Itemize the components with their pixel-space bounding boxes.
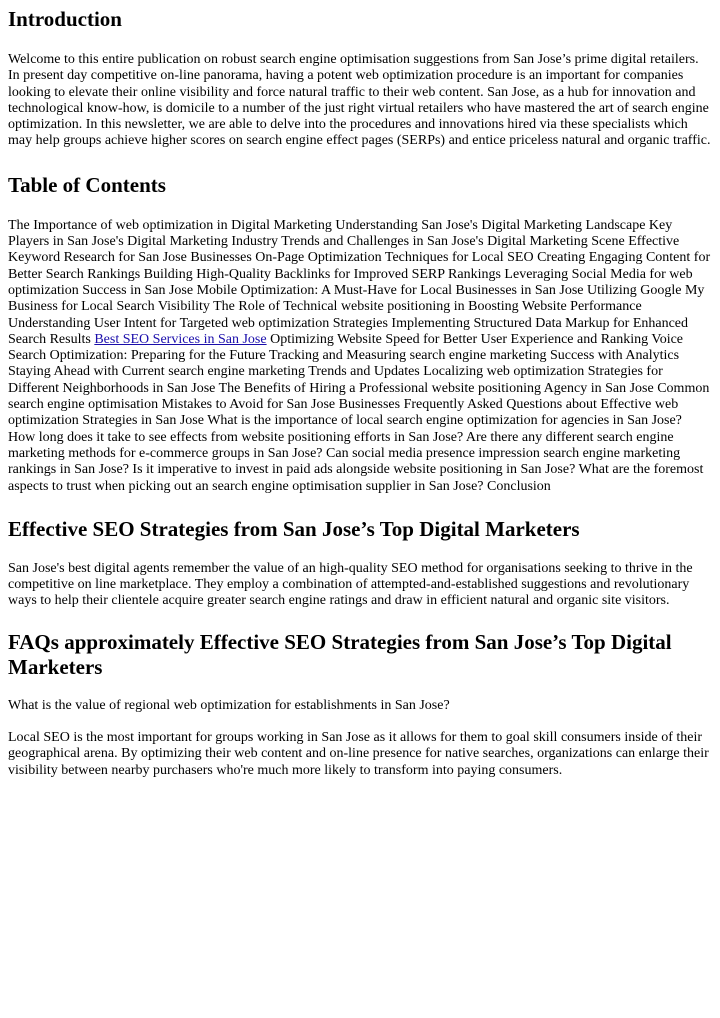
faq-question: What is the value of regional web optimization for establishments in San Jose?: [8, 697, 450, 713]
seo-services-link[interactable]: Best SEO Services in San Jose: [94, 331, 267, 347]
faq-heading: FAQs approximately Effective SEO Strategies from San Jose’s Top Digital Marketers: [8, 629, 672, 679]
effective-strategies-paragraph: San Jose's best digital agents remember the value of an high-quality SEO method for organisations seeking to thrive in the competitive on line marketplace. They employ a combination of attempted-and-established suggestions and revolutionary ways to help their clientele acquire greater search engine ratings and draw in efficient natural and organic site visitors.: [8, 560, 693, 609]
table-of-contents-heading: Table of Contents: [8, 172, 166, 197]
toc-text-before-link: The Importance of web optimization in Digital Marketing Understanding San Jose's Digital Marketing Landscape Key Players in San Jose's Digital Marketing Industry Trends and Challenges in San Jose's Digital Marketing Scene Effective Keyword Research for San Jose Businesses On-Page Optimization Techniques for Local SEO Creating Engaging Content for Better Search Rankings Building High-Quality Backlinks for Improved SERP Rankings Leveraging Social Media for web optimization Success in San Jose Mobile Optimization: A Must-Have for Local Businesses in San Jose Utilizing Google My Business for Local Search Visibility The Role of Technical website positioning in Boosting Website Performance Understanding User Intent for Targeted web optimization Strategies Implementing Structured Data Markup for Enhanced Search Results: [8, 217, 711, 347]
toc-text-after-link: Optimizing Website Speed for Better User Experience and Ranking Voice Search Optimization: Preparing for the Future Tracking and Measuring search engine marketing Success with Analytics Staying Ahead with Current search engine marketing Trends and Updates Localizing web optimization Strategies for Different Neighborhoods in San Jose The Benefits of Hiring a Professional website positioning Agency in San Jose Common search engine optimisation Mistakes to Avoid for San Jose Businesses Frequently Asked Questions about Effective web optimization Strategies in San Jose What is the importance of local search engine optimization for agencies in San Jose? How long does it take to see effects from website positioning efforts in San Jose? Are there any different search engine marketing methods for e-commerce groups in San Jose? Can social media presence impression search engine marketing rankings in San Jose? Is it imperative to invest in paid ads alongside website positioning in San Jose? What are the foremost aspects to trust when picking out an search engine optimisation supplier in San Jose? Conclusion: [8, 331, 710, 494]
effective-strategies-heading: Effective SEO Strategies from San Jose’s Top Digital Marketers: [8, 516, 580, 541]
introduction-heading: Introduction: [8, 7, 122, 31]
introduction-paragraph: Welcome to this entire publication on robust search engine optimisation suggestions from San Jose’s prime digital retailers. In present day competitive on-line panorama, having a potent web optimization procedure is an important for companies looking to elevate their online visibility and force natural traffic to their web content. San Jose, as a hub for innovation and technological know-how, is domicile to a number of the just right virtual retailers who have mastered the art of search engine optimization. In this newsletter, we are able to delve into the procedures and innovations hired via these specialists which may help groups achieve higher scores on search engine effect pages (SERPs) and entice priceless natural and organic traffic.: [8, 52, 711, 149]
faq-answer: Local SEO is the most important for groups working in San Jose as it allows for them to goal skill consumers inside of their geographical arena. By optimizing their web content and on-line presence for native searches, organizations can enlarge their visibility between nearby purchasers who're much more likely to transform into paying consumers.: [8, 730, 709, 778]
table-of-contents-paragraph: [8, 218, 712, 495]
